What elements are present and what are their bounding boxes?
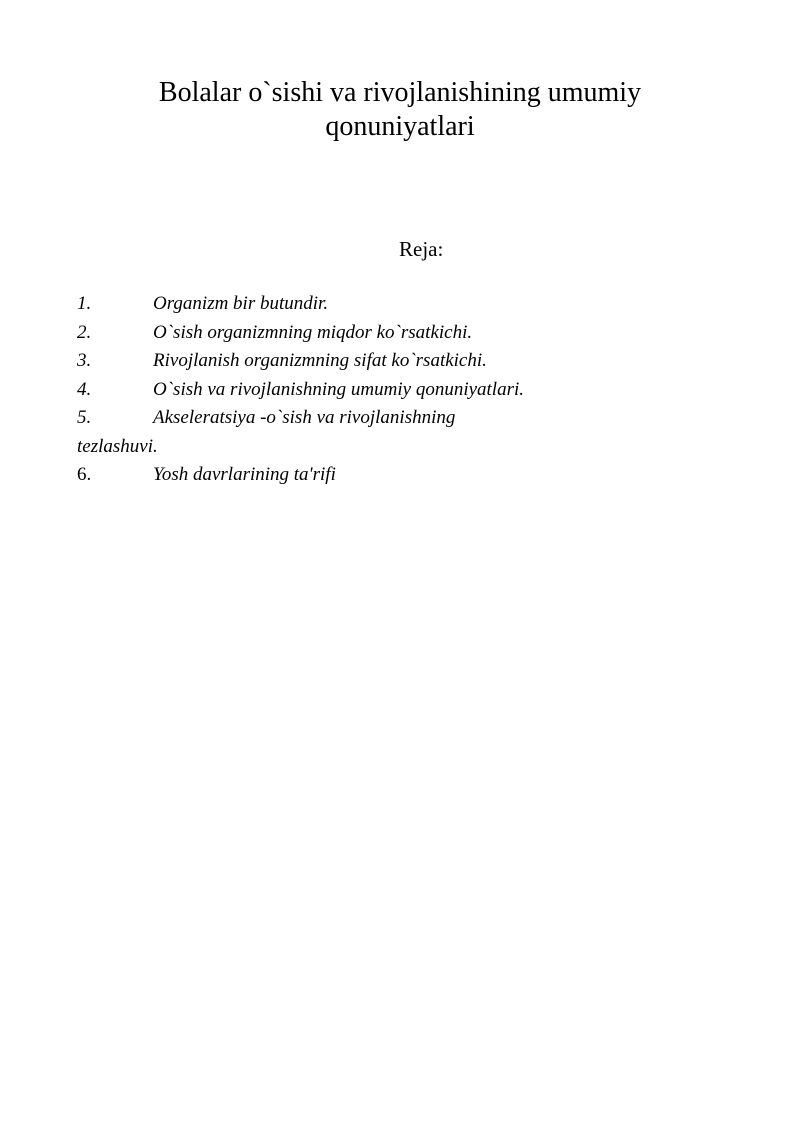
plan-heading: Reja:: [399, 237, 444, 261]
plan-item-number: 5.: [77, 407, 92, 428]
plan-list: [77, 290, 537, 490]
plan-item-number: 4.: [77, 378, 92, 400]
plan-item-number: 2.: [77, 321, 92, 343]
plan-item-text: Organizm bir butundir.: [153, 293, 329, 314]
plan-item-2: [77, 319, 537, 348]
plan-item-text: Akseleratsiya -o`sish va rivojlanishning tezlashuvi.: [77, 407, 456, 457]
plan-item-number: 3.: [77, 350, 92, 371]
plan-item-number: 1.: [77, 293, 92, 314]
document-title: Bolalar o`sishi va rivojlanishining umumiy qonuniyatlari: [158, 77, 642, 142]
plan-item-5: [77, 404, 537, 461]
plan-item-number: 6.: [77, 464, 92, 485]
plan-item-1: [77, 290, 537, 319]
plan-item-text: Yosh davrlarining ta'rifi: [153, 464, 336, 485]
plan-item-text: O`sish organizmning miqdor ko`rsatkichi.: [153, 321, 473, 343]
plan-item-text: Rivojlanish organizmning sifat ko`rsatkichi.: [153, 350, 487, 371]
plan-item-text: O`sish va rivojlanishning umumiy qonuniyatlari.: [153, 378, 525, 400]
plan-item-6: [77, 461, 537, 490]
plan-item-4: [77, 376, 537, 405]
plan-item-3: [77, 347, 537, 376]
